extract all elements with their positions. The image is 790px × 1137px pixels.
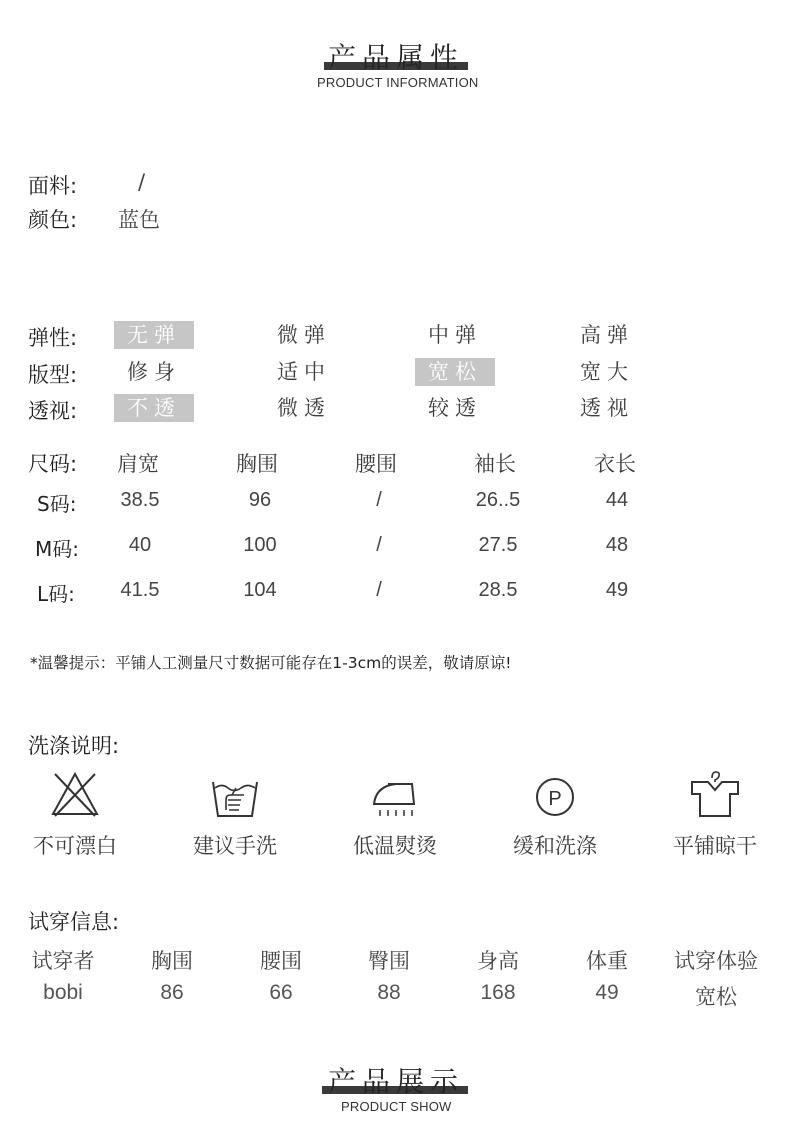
care-label: 低温熨烫 — [353, 834, 437, 858]
fitting-header: 臀围 — [368, 949, 410, 973]
fitting-value: 66 — [269, 981, 293, 1004]
fitting-header: 身高 — [477, 949, 519, 973]
fitting-value: 88 — [377, 981, 401, 1004]
attribute-option: 宽松 — [415, 358, 495, 386]
size-row-label: S码: — [37, 492, 77, 516]
attribute-label: 透视: — [28, 399, 78, 423]
color-label: 颜色: — [28, 208, 78, 232]
fitting-value: 49 — [595, 981, 619, 1004]
size-cell: 44 — [605, 489, 629, 511]
care-label: 平铺晾干 — [673, 834, 757, 858]
size-header: 腰围 — [355, 452, 397, 476]
attribute-option: 无弹 — [114, 321, 194, 349]
attribute-option: 适中 — [277, 360, 331, 384]
attribute-option: 中弹 — [428, 323, 482, 347]
attribute-option: 微弹 — [277, 323, 331, 347]
no-bleach-icon — [10, 770, 140, 820]
care-label: 缓和洗涤 — [513, 834, 597, 858]
low-iron-icon — [330, 770, 460, 820]
fitting-header: 体重 — [586, 949, 628, 973]
measurement-tip: *温馨提示：平铺人工测量尺寸数据可能存在1-3cm的误差，敬请原谅! — [30, 654, 512, 672]
attribute-option: 透视 — [580, 396, 634, 420]
size-header: 胸围 — [236, 452, 278, 476]
flat-dry-icon — [650, 770, 780, 820]
attribute-label: 版型: — [28, 363, 78, 387]
attribute-option: 宽大 — [580, 360, 634, 384]
care-label: 不可漂白 — [33, 834, 117, 858]
fitting-header: 腰围 — [260, 949, 302, 973]
attribute-option: 较透 — [428, 396, 482, 420]
attribute-option: 高弹 — [580, 323, 634, 347]
size-cell: 48 — [605, 534, 629, 556]
care-item — [330, 770, 460, 860]
size-header: 袖长 — [474, 452, 516, 476]
color-value: 蓝色 — [118, 208, 160, 232]
fitting-header: 胸围 — [151, 949, 193, 973]
fitting-value: 168 — [480, 981, 516, 1004]
size-cell: 26..5 — [475, 489, 521, 511]
size-cell: 49 — [605, 579, 629, 601]
size-cell: 38.5 — [120, 489, 160, 511]
size-cell: / — [376, 579, 382, 601]
dry-clean-p-icon — [490, 770, 620, 820]
size-cell: 27.5 — [478, 534, 518, 556]
fitting-value: 宽松 — [695, 985, 737, 1009]
care-label: 建议手洗 — [193, 834, 277, 858]
section-title: 产品属性 — [328, 41, 465, 74]
care-item — [650, 770, 780, 860]
size-label: 尺码: — [28, 452, 78, 476]
size-cell: 28.5 — [478, 579, 518, 601]
size-cell: 104 — [243, 579, 277, 601]
size-row-label: L码: — [37, 582, 75, 606]
care-item — [10, 770, 140, 860]
attribute-option: 微透 — [277, 396, 331, 420]
size-cell: / — [376, 489, 382, 511]
fitting-value: 86 — [160, 981, 184, 1004]
fabric-label: 面料: — [28, 174, 78, 198]
hand-wash-icon — [170, 770, 300, 820]
section-subtitle: PRODUCT INFORMATION — [317, 75, 479, 90]
size-cell: / — [376, 534, 382, 556]
fitting-header: 试穿体验 — [674, 949, 758, 973]
size-cell: 40 — [128, 534, 152, 556]
size-cell: 96 — [248, 489, 272, 511]
care-title: 洗涤说明: — [28, 734, 120, 758]
size-cell: 41.5 — [120, 579, 160, 601]
fitting-value: bobi — [43, 981, 83, 1004]
size-header: 衣长 — [594, 452, 636, 476]
attribute-option: 修身 — [127, 360, 181, 384]
size-cell: 100 — [243, 534, 277, 556]
attribute-option: 不透 — [114, 394, 194, 422]
size-header: 肩宽 — [117, 452, 159, 476]
size-row-label: M码: — [35, 537, 79, 561]
care-item — [170, 770, 300, 860]
fitting-title: 试穿信息: — [28, 910, 120, 934]
care-item — [490, 770, 620, 860]
fabric-value: / — [138, 170, 146, 194]
svg-text:P: P — [548, 788, 562, 810]
section-title: 产品展示 — [328, 1065, 465, 1098]
fitting-header: 试穿者 — [31, 949, 95, 973]
section-subtitle: PRODUCT SHOW — [341, 1099, 452, 1114]
attribute-label: 弹性: — [28, 326, 78, 350]
